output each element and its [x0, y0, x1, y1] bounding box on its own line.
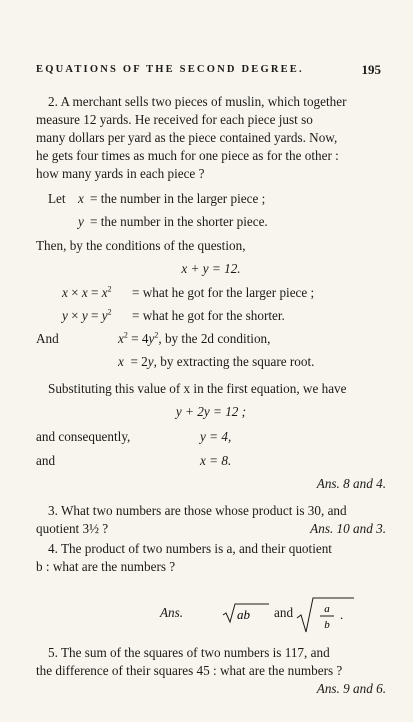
sqrt-ab-icon	[222, 602, 270, 624]
answer-problem-4	[160, 596, 388, 634]
answer-problem-5: Ans. 9 and 6.	[316, 681, 386, 696]
problem-3-line-2: quotient 3½ ?	[36, 521, 109, 536]
and-lower-word: and	[36, 453, 56, 468]
running-header	[36, 64, 381, 82]
let-y-var: y	[78, 214, 84, 229]
consequently-word: and consequently,	[36, 429, 131, 444]
problem-4-line-2: b : what are the numbers ?	[36, 559, 176, 574]
problem-2-line-1: 2. A merchant sells two pieces of muslin, which together	[48, 94, 347, 109]
equation-root: x = 2y, by extracting the square root.	[118, 354, 315, 369]
y-value: y = 4,	[200, 429, 232, 444]
let-x-var: x	[78, 191, 84, 206]
y-squared-desc: = what he got for the shorter.	[132, 308, 285, 323]
svg-text:b: b	[324, 619, 330, 631]
substitution-line: Substituting this value of x in the first equation, we have	[48, 381, 347, 396]
svg-text:ab: ab	[237, 607, 250, 622]
sqrt-a-over-b-icon	[296, 596, 356, 634]
root-tail: , by extracting the square root.	[153, 354, 315, 369]
page-number: 195	[361, 62, 381, 77]
let-word: Let	[48, 191, 66, 206]
answer-problem-2: Ans. 8 and 4.	[316, 476, 386, 491]
and-word: And	[36, 331, 59, 346]
x-value: x = 8.	[200, 453, 232, 468]
equation-y-squared: $y \times y = y^2$	[62, 307, 112, 323]
svg-text:a: a	[324, 603, 330, 615]
svg-text:.: .	[340, 607, 344, 622]
equation-x-squared: $x \times x = x^2$	[62, 284, 112, 300]
problem-4-line-1: 4. The product of two numbers is a, and their quotient	[48, 541, 332, 556]
problem-3-line-1: 3. What two numbers are those whose product is 30, and	[48, 503, 347, 518]
problem-2-line-2: measure 12 yards. He received for each piece just so	[36, 112, 313, 127]
answer-4-and: and	[274, 605, 294, 620]
answer-problem-3: Ans. 10 and 3.	[310, 521, 386, 536]
answer-4-label: Ans.	[160, 605, 184, 620]
header-title: EQUATIONS OF THE SECOND DEGREE.	[36, 64, 304, 75]
problem-2-line-5: how many yards in each piece ?	[36, 166, 205, 181]
equation-substituted: y + 2y = 12 ;	[175, 404, 247, 419]
condition-tail: , by the 2d condition,	[158, 331, 271, 346]
x-squared-desc: = what he got for the larger piece ;	[132, 285, 315, 300]
x-definition: = the number in the larger piece ;	[90, 191, 266, 206]
y-definition: = the number in the shorter piece.	[90, 214, 268, 229]
problem-2-line-4: he gets four times as much for one piece as for the other :	[36, 148, 339, 163]
problem-5-line-1: 5. The sum of the squares of two numbers is 117, and	[48, 645, 330, 660]
problem-5-line-2: the difference of their squares 45 : what are the numbers ?	[36, 663, 343, 678]
equation-condition: $x^2 = 4y^2$, by the 2d condition,	[118, 330, 271, 346]
then-line: Then, by the conditions of the question,	[36, 238, 246, 253]
equation-sum: x + y = 12.	[181, 261, 241, 276]
problem-2-line-3: many dollars per yard as the piece contained yards. Now,	[36, 130, 338, 145]
